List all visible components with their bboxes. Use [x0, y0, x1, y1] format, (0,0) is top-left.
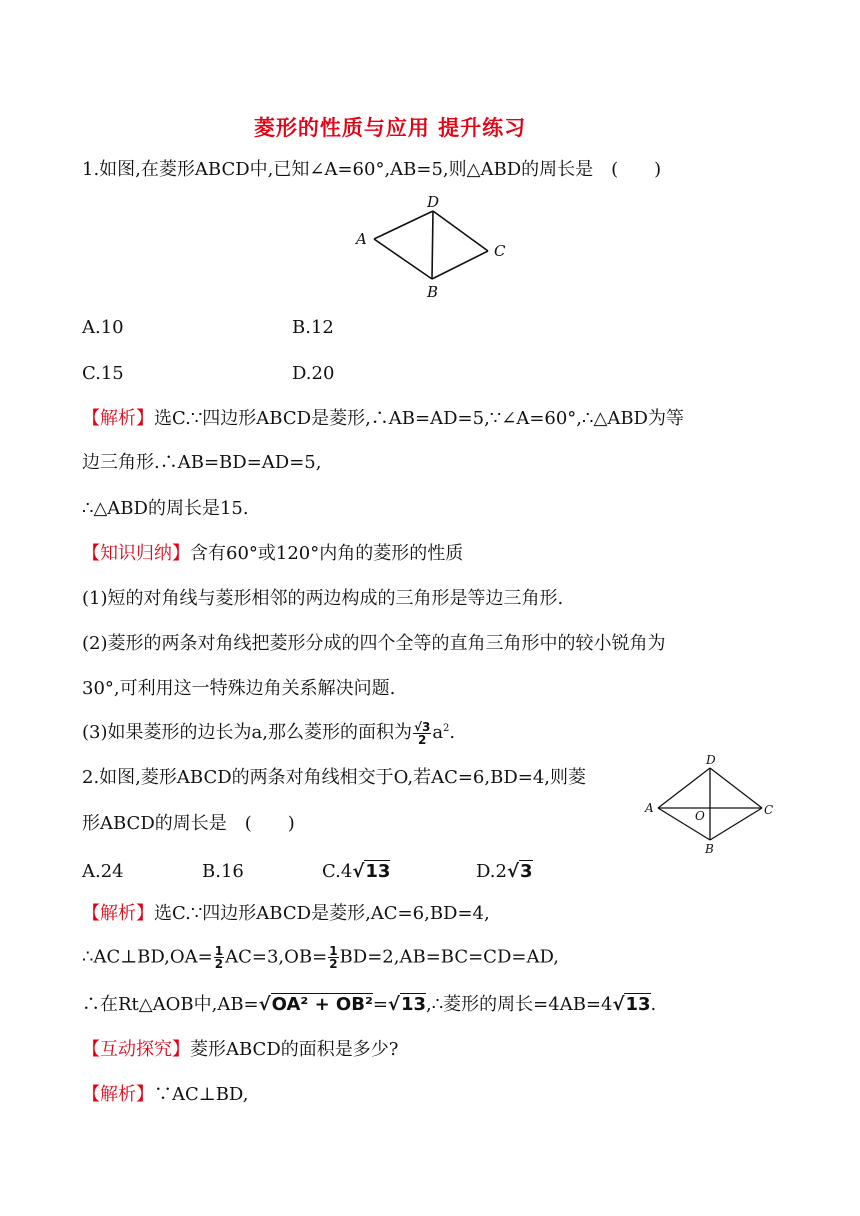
edge-dc — [433, 211, 488, 251]
one-half-fraction — [328, 945, 338, 970]
fraction-denominator: 2 — [214, 957, 224, 971]
analysis-tag: 【解析】 — [82, 903, 154, 924]
q1-rhombus-figure — [350, 190, 520, 302]
sqrt13-radical: √13 — [352, 861, 391, 882]
option-d-coef: D.2 — [476, 861, 507, 882]
knowledge-point-1: (1)短的对角线与菱形相邻的两边构成的三角形是等边三角形. — [82, 588, 564, 609]
radicand: 3 — [519, 861, 533, 882]
q2-option-d — [476, 860, 533, 884]
radicand: 13 — [365, 861, 391, 882]
fraction-numerator: 1 — [214, 944, 224, 958]
k3-prefix: (3)如果菱形的边长为a,那么菱形的面积为 — [82, 722, 412, 743]
a3-part4: . — [650, 994, 657, 1015]
q2-analysis-line1 — [82, 902, 490, 926]
diagonal-bd — [432, 211, 433, 279]
one-half-fraction — [214, 945, 224, 970]
k3-variable: a — [432, 722, 444, 743]
label-a: A — [645, 801, 654, 815]
edge-ba — [374, 239, 432, 279]
q2-stem-line2: 形ABCD的周长是 ( ) — [82, 813, 295, 834]
radicand: OA² + OB² — [271, 994, 373, 1015]
radicand: 13 — [400, 994, 426, 1015]
option-c-coef: C.4 — [322, 861, 353, 882]
a3-part3: ,∴菱形的周长=4AB=4 — [426, 994, 613, 1015]
q1-stem: 1.如图,在菱形ABCD中,已知∠A=60°,AB=5,则△ABD的周长是 ( ) — [82, 159, 662, 180]
knowledge-point-3 — [82, 717, 455, 746]
fraction-denominator: 2 — [417, 732, 427, 747]
edge-ad — [374, 211, 433, 239]
q1-analysis-line2: 边三角形.∴AB=BD=AD=5, — [82, 452, 322, 473]
q1-option-a: A.10 — [82, 317, 124, 338]
q1-option-b: B.12 — [292, 317, 334, 338]
q2-option-a: A.24 — [82, 861, 124, 882]
knowledge-intro: 含有60°或120°内角的菱形的性质 — [190, 543, 464, 564]
q2-stem-line1: 2.如图,菱形ABCD的两条对角线相交于O,若AC=6,BD=4,则菱 — [82, 767, 587, 788]
final-analysis-line — [82, 1083, 248, 1107]
explore-line — [82, 1038, 398, 1062]
q2-analysis-line3 — [82, 993, 656, 1017]
label-c: C — [764, 803, 774, 817]
label-b: B — [705, 842, 714, 856]
edge-cb — [432, 251, 488, 279]
fraction-numerator: √3 — [413, 719, 431, 734]
analysis-tag: 【解析】 — [82, 408, 154, 429]
radicand: 13 — [625, 994, 651, 1015]
final-tag: 【解析】 — [82, 1084, 154, 1105]
analysis-text: 选C.∵四边形ABCD是菱形,∴AB=AD=5,∵∠A=60°,∴△ABD为等 — [154, 408, 684, 429]
q2-rhombus-figure — [640, 752, 780, 858]
label-d: D — [706, 753, 716, 767]
q2-analysis-line2 — [82, 945, 559, 970]
explore-tag: 【互动探究】 — [82, 1039, 190, 1060]
label-o: O — [695, 809, 705, 823]
fraction-denominator: 2 — [329, 957, 338, 971]
q1-analysis-line3: ∴△ABD的周长是15. — [82, 498, 249, 519]
q2-option-c — [322, 860, 390, 884]
q1-option-d: D.20 — [292, 363, 335, 384]
fraction-numerator: 1 — [329, 944, 338, 958]
explore-text: 菱形ABCD的面积是多少? — [190, 1039, 399, 1060]
a2-part3: BD=2,AB=BC=CD=AD, — [339, 946, 559, 968]
label-b: B — [427, 283, 439, 301]
q2-option-b: B.16 — [202, 861, 244, 882]
k3-exponent: 2 — [443, 723, 450, 734]
a2-part1: ∴AC⊥BD,OA= — [82, 946, 213, 968]
edge-dc — [710, 768, 762, 808]
sqrt13-radical: √13 — [612, 994, 651, 1015]
label-d: D — [427, 193, 440, 211]
a2-part2: AC=3,OB= — [225, 946, 328, 968]
knowledge-point-2a: (2)菱形的两条对角线把菱形分成的四个全等的直角三角形中的较小锐角为 — [82, 633, 666, 654]
knowledge-point-2b: 30°,可利用这一特殊边角关系解决问题. — [82, 678, 396, 699]
page-title: 菱形的性质与应用 提升练习 — [253, 116, 527, 140]
sqrt3-over-2-fraction — [413, 721, 431, 746]
q1-analysis-line1 — [82, 407, 684, 431]
label-c: C — [494, 242, 506, 260]
edge-cb — [710, 808, 762, 840]
a3-part1: ∴在Rt△AOB中,AB= — [82, 994, 259, 1015]
sqrt3-radical: √3 — [506, 861, 533, 882]
analysis-text: 选C.∵四边形ABCD是菱形,AC=6,BD=4, — [154, 903, 490, 924]
k3-end: . — [449, 722, 456, 743]
knowledge-tag: 【知识归纳】 — [82, 543, 190, 564]
edge-ad — [658, 768, 710, 808]
label-a: A — [356, 230, 367, 248]
q1-option-c: C.15 — [82, 363, 124, 384]
knowledge-summary-line — [82, 542, 463, 566]
sqrt-oa-ob-radical: √OA² + OB² — [258, 994, 373, 1015]
sqrt13-radical: √13 — [387, 994, 426, 1015]
a3-part2: = — [372, 994, 388, 1015]
final-text: ∵AC⊥BD, — [154, 1084, 249, 1105]
